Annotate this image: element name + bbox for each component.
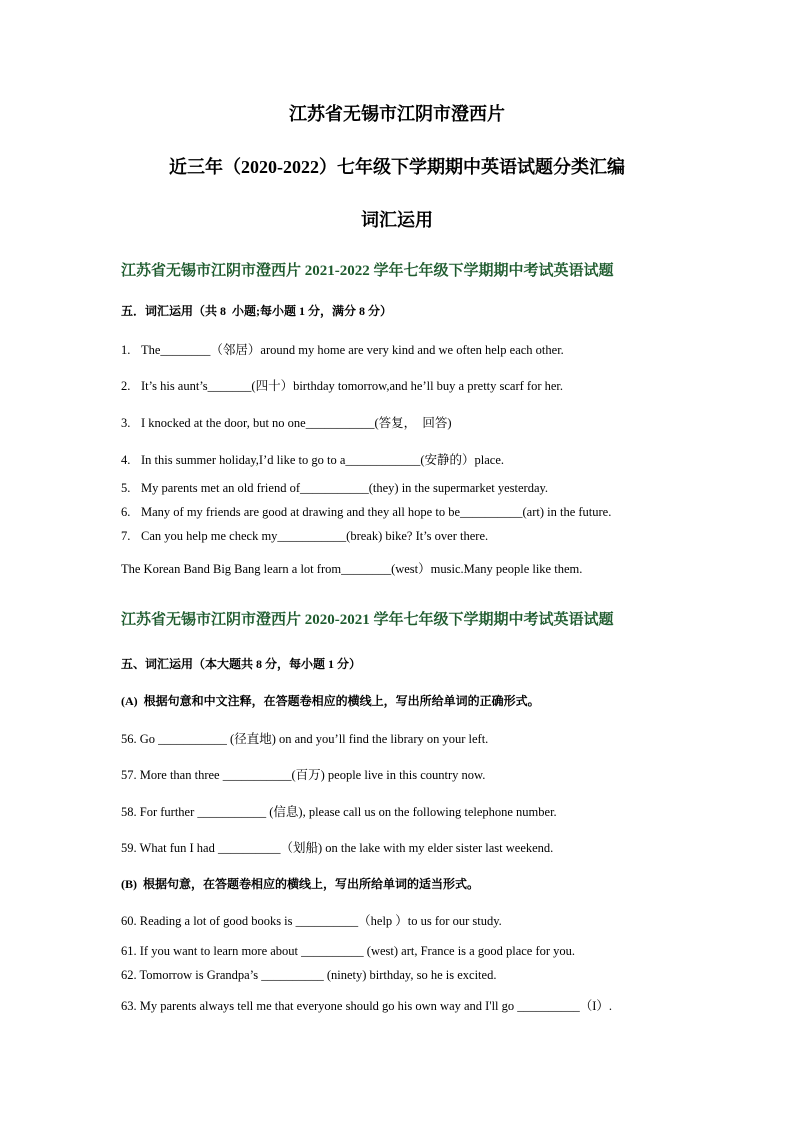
question-5 <box>121 481 548 496</box>
question-1 <box>121 340 564 358</box>
part-a-instruction: (A) 根据句意和中文注释，在答题卷相应的横线上，写出所给单词的正确形式。 <box>121 694 540 708</box>
question-62: 62. Tomorrow is Grandpa’s __________ (ninety) birthday, so he is excited. <box>121 968 497 982</box>
question-text: The________（邻居）around my home are very kind and we often help each other. <box>141 343 564 357</box>
part-b-instruction: (B) 根据句意，在答题卷相应的横线上，写出所给单词的适当形式。 <box>121 877 479 891</box>
question-4 <box>121 450 504 468</box>
question-61: 61. If you want to learn more about __________ (west) art, France is a good place for you. <box>121 944 576 958</box>
question-7 <box>121 529 488 544</box>
section-heading-2020-2021: 江苏省无锡市江阴市澄西片 2020-2021 学年七年级下学期期中考试英语试题 <box>121 612 614 628</box>
question-3 <box>121 413 452 431</box>
question-number: 2. <box>121 379 131 393</box>
question-57: 57. More than three ___________(百万) people live in this country now. <box>121 768 486 782</box>
question-number: 7. <box>121 529 131 543</box>
section-instruction: 五、词汇运用（本大题共 8 分，每小题 1 分） <box>121 657 362 671</box>
question-number: 1. <box>121 343 131 357</box>
question-text: In this summer holiday,I’d like to go to a____________(安静的）place. <box>141 453 505 467</box>
document-title-2: 近三年（2020-2022）七年级下学期期中英语试题分类汇编 <box>169 157 625 177</box>
question-63: 63. My parents always tell me that everyone should go his own way and I'll go __________（I）. <box>121 999 613 1013</box>
question-text: I knocked at the door, but no one___________(答复， 回答) <box>141 416 452 430</box>
question-text: It’s his aunt’s_______(四十）birthday tomorrow,and he’ll buy a pretty scarf for her. <box>141 379 564 393</box>
question-number: 3. <box>121 416 131 430</box>
question-number: 5. <box>121 481 131 495</box>
section-heading-2021-2022: 江苏省无锡市江阴市澄西片 2021-2022 学年七年级下学期期中考试英语试题 <box>121 263 614 279</box>
section-instruction: 五．词汇运用（共 8 小题;每小题 1 分，满分 8 分） <box>121 304 392 318</box>
question-text: Many of my friends are good at drawing and they all hope to be__________(art) in the future. <box>141 505 612 519</box>
question-text: My parents met an old friend of___________(they) in the supermarket yesterday. <box>141 481 549 495</box>
question-60: 60. Reading a lot of good books is __________（help ）to us for our study. <box>121 914 502 928</box>
question-59: 59. What fun I had __________（划船) on the lake with my elder sister last weekend. <box>121 841 554 855</box>
question-number: 4. <box>121 453 131 467</box>
document-title-1: 江苏省无锡市江阴市澄西片 <box>289 104 505 124</box>
document-title-3: 词汇运用 <box>361 210 433 230</box>
question-56: 56. Go ___________ (径直地) on and you’ll find the library on your left. <box>121 732 489 746</box>
question-6 <box>121 505 611 520</box>
question-text: Can you help me check my___________(break) bike? It’s over there. <box>141 529 489 543</box>
question-number: 6. <box>121 505 131 519</box>
question-extra: The Korean Band Big Bang learn a lot from________(west）music.Many people like them. <box>121 562 583 576</box>
question-58: 58. For further ___________ (信息), please call us on the following telephone number. <box>121 805 557 819</box>
question-2 <box>121 376 563 394</box>
